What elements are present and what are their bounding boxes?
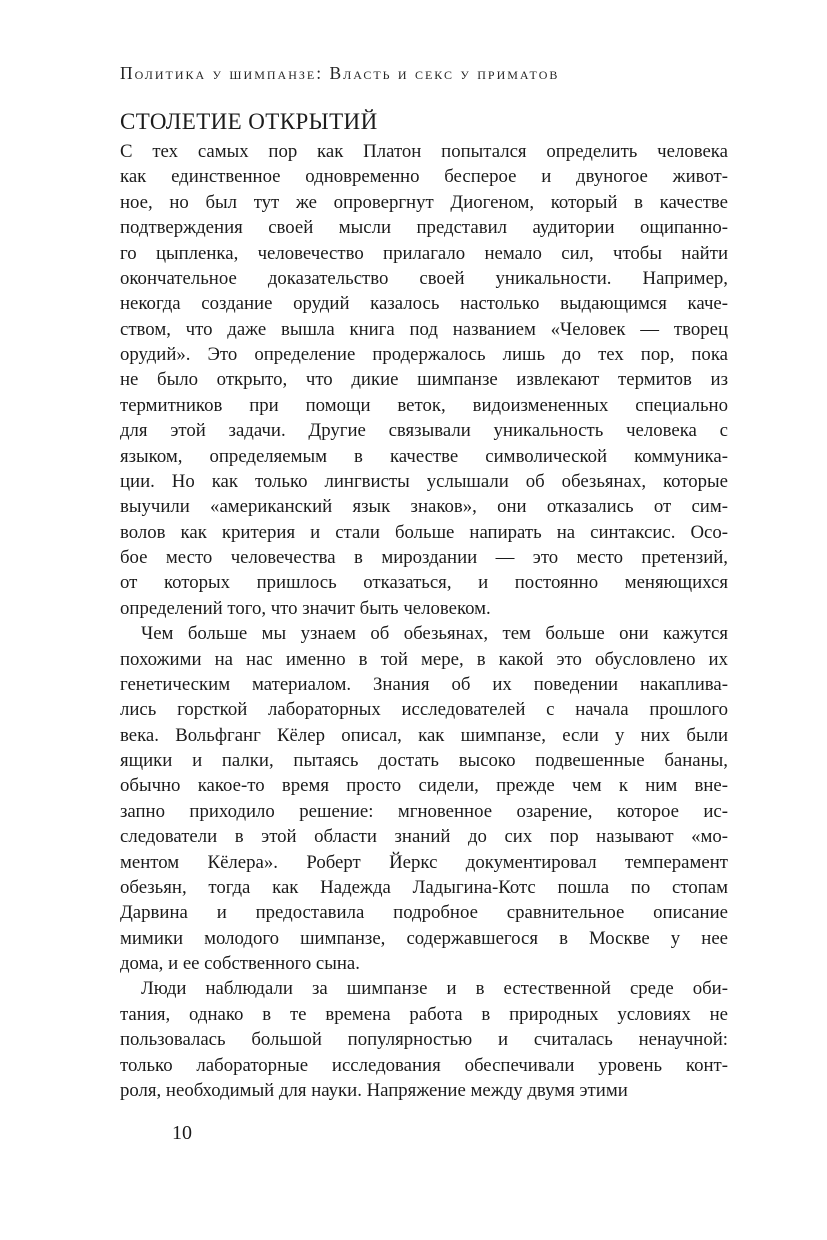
text-line: подтверждения своей мысли представил аудитории ощипанно- <box>120 217 728 239</box>
text-line: ментом Кёлера». Роберт Йеркс документировал темперамент <box>120 851 728 873</box>
text-line: тания, однако в те времена работа в природных условиях не <box>120 1003 728 1025</box>
text-line: генетическим материалом. Знания об их поведении накаплива- <box>120 673 728 695</box>
text-line: термитников при помощи веток, видоизмененных специально <box>120 394 728 416</box>
text-line: ное, но был тут же опровергнут Диогеном, который в качестве <box>120 191 728 213</box>
text-line: Люди наблюдали за шимпанзе и в естественной среде оби- <box>141 978 728 1000</box>
paragraph <box>120 139 728 621</box>
text-line: запно приходило решение: мгновенное озарение, которое ис- <box>120 800 728 822</box>
text-line: не было открыто, что дикие шимпанзе извлекают термитов из <box>120 369 728 391</box>
paragraph <box>120 976 728 1103</box>
text-line: орудий». Это определение продержалось лишь до тех пор, пока <box>120 344 728 365</box>
text-line: обезьян, тогда как Надежда Ладыгина-Котс пошла по стопам <box>120 876 728 898</box>
text-line: волов как критерия и стали больше напирать на синтаксис. Осо- <box>120 521 728 543</box>
text-line: следователи в этой области знаний до сих пор называют «мо- <box>120 826 728 848</box>
text-line: дома, и ее собственного сына. <box>120 953 360 974</box>
text-line: ции. Но как только лингвисты услышали об обезьянах, которые <box>120 470 728 492</box>
text-line: как единственное одновременно бесперое и двуногое живот- <box>120 166 728 188</box>
text-line: ящики и палки, пытаясь достать высоко подвешенные бананы, <box>120 750 728 771</box>
body-text <box>120 139 728 1103</box>
text-line: некогда создание орудий казалось настолько выдающимся каче- <box>120 293 728 315</box>
text-line: Чем больше мы узнаем об обезьянах, тем больше они кажутся <box>141 623 728 645</box>
text-line: века. Вольфганг Кёлер описал, как шимпанзе, если у них были <box>120 724 728 746</box>
text-line: похожими на нас именно в той мере, в какой это обусловлено их <box>120 648 728 670</box>
text-line: бое место человечества в мироздании — это место претензий, <box>120 547 728 568</box>
text-line: языком, определяемым в качестве символической коммуника- <box>120 445 728 467</box>
text-line: от которых пришлось отказаться, и постоянно меняющихся <box>120 572 728 594</box>
text-line: ством, что даже вышла книга под названием «Человек — творец <box>120 318 728 340</box>
text-line: только лабораторные исследования обеспечивали уровень конт- <box>120 1054 728 1076</box>
text-line: пользовалась большой популярностью и считалась ненаучной: <box>120 1029 728 1051</box>
text-line: С тех самых пор как Платон попытался определить человека <box>120 141 728 162</box>
text-line: выучили «американский язык знаков», они отказались от сим- <box>120 496 728 518</box>
text-line: окончательное доказательство своей уникальности. Например, <box>120 267 728 289</box>
text-line: мимики молодого шимпанзе, содержавшегося в Москве у нее <box>120 927 728 949</box>
section-title: СТОЛЕТИЕ ОТКРЫТИЙ <box>120 109 378 134</box>
text-line: определений того, что значит быть человеком. <box>120 597 491 619</box>
page-number: 10 <box>172 1122 192 1144</box>
text-line: обычно какое-то время просто сидели, прежде чем к ним вне- <box>120 775 728 797</box>
text-line: для этой задачи. Другие связывали уникальность человека с <box>120 420 728 442</box>
paragraph <box>120 621 728 976</box>
text-line: лись горсткой лабораторных исследователей с начала прошлого <box>120 699 728 721</box>
text-line: роля, необходимый для науки. Напряжение между двумя этими <box>120 1079 628 1101</box>
text-line: го цыпленка, человечество прилагало немало сил, чтобы найти <box>120 242 728 264</box>
text-line: Дарвина и предоставила подробное сравнительное описание <box>120 902 728 924</box>
running-header: Политика у шимпанзе: Власть и секс у приматов <box>120 63 560 83</box>
